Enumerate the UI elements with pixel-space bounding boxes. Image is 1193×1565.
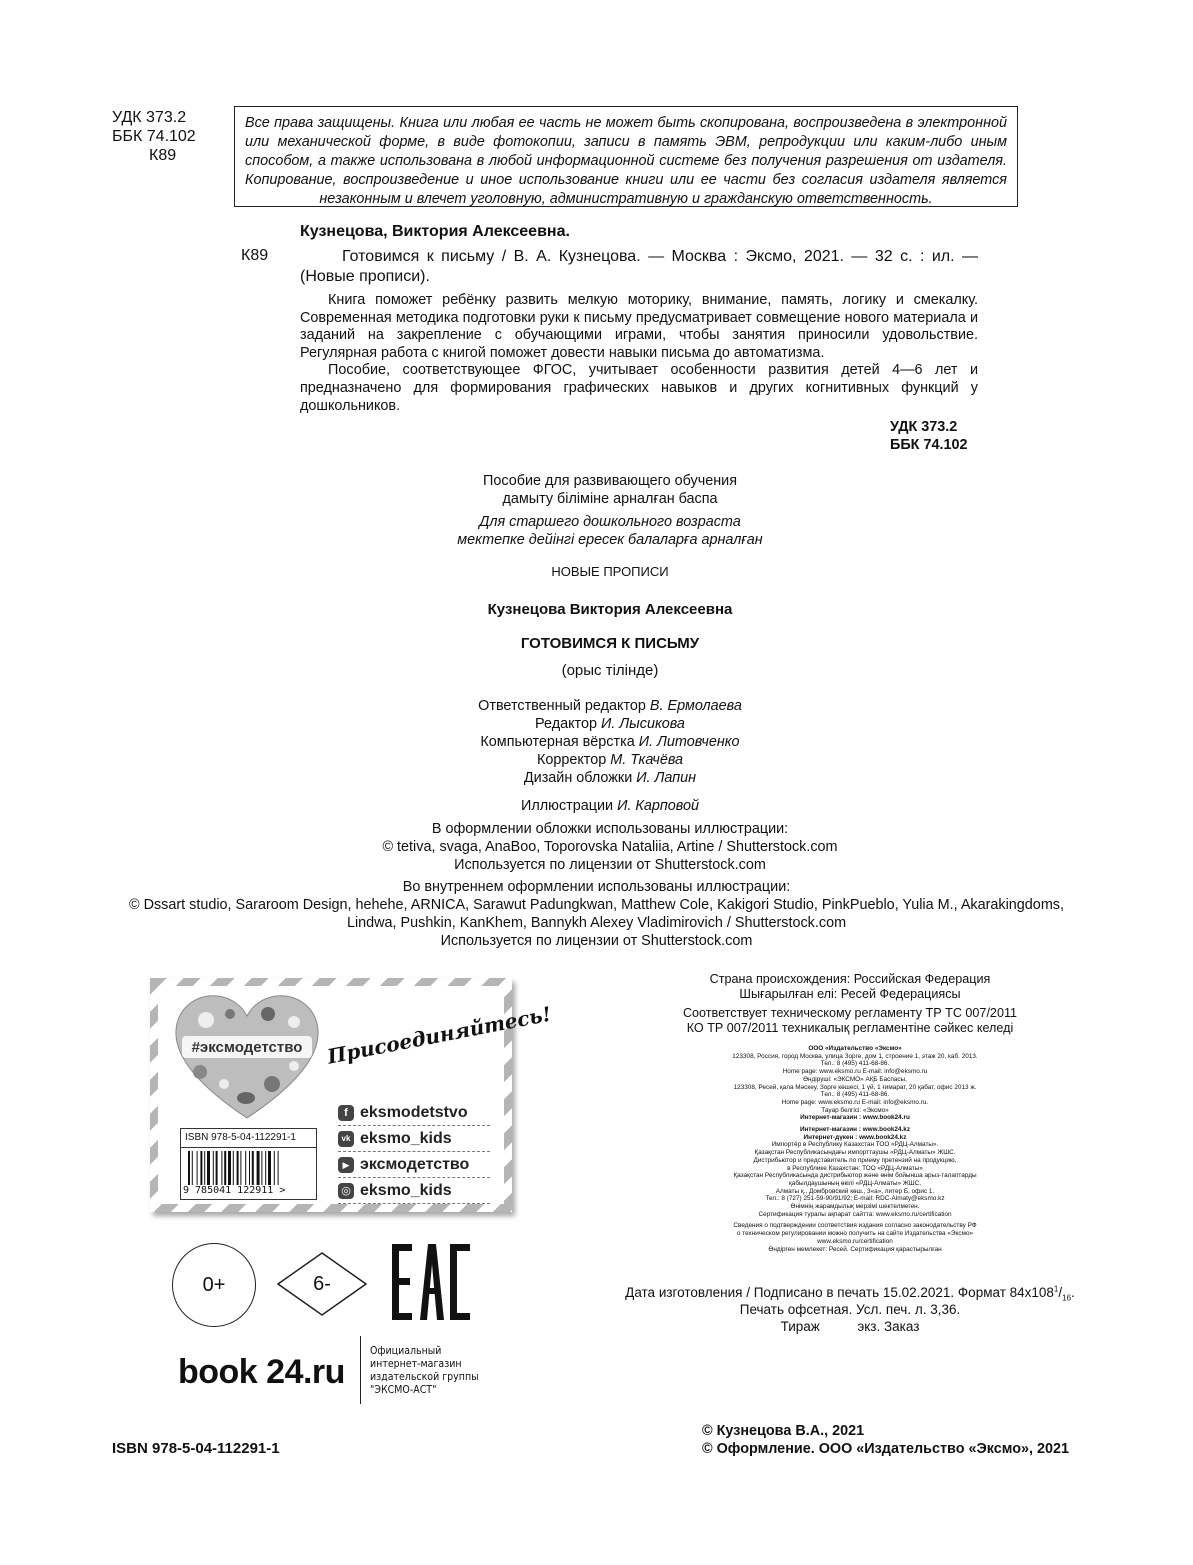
barcode-icon [186, 1151, 311, 1185]
bib-mark: К89 [241, 247, 269, 264]
cover-credits-heading: В оформлении обложки использованы иллюстрации: [431, 821, 789, 837]
barcode-digits: 9 785041 122911 > [183, 1185, 286, 1196]
inner-credits-line2: Lindwa, Pushkin, KanKhem, Bannykh Alexey Vladimirovich / Shutterstock.com [346, 915, 847, 931]
publisher-info-line: Тел.: 8 (727) 251-59-90/91/92; E-mail: RDC-Almaty@eksmo.kz [765, 1195, 945, 1203]
imprint-age-kz: мектепке дейінгі ересек балаларға арналған [457, 532, 763, 548]
barcode-isbn-label: ISBN 978-5-04-112291-1 [181, 1129, 316, 1148]
imprint-age-ru: Для старшего дошкольного возраста [479, 514, 741, 530]
bib-annotation [300, 292, 978, 415]
publisher-info-line: о техническом регулировании можно получить на сайте Издательства «Эксмо» [736, 1230, 974, 1238]
publisher-info-line: в Республике Казахстан: ТОО «РДЦ-Алматы» [787, 1164, 923, 1172]
publisher-info-line: Тел.: 8 (495) 411-68-86. [820, 1091, 890, 1099]
inner-credits-heading: Во внутреннем оформлении использованы иллюстрации: [402, 879, 791, 895]
copyright-author: © Кузнецова В.А., 2021 [702, 1423, 865, 1439]
publisher-info-line: Home page: www.eksmo.ru E-mail: info@eksmo.ru [782, 1068, 928, 1076]
publisher-info-line: Интернет-магазин : www.book24.ru [800, 1114, 910, 1122]
publisher-info-line: Сертификация туралы ақпарат сайтта: www.eksmo.ru/certification [758, 1210, 952, 1218]
inner-credits [0, 878, 1193, 950]
staff-list [0, 697, 1193, 787]
social-link-youtube[interactable] [338, 1152, 490, 1178]
bib-bbk: ББК 74.102 [890, 437, 968, 453]
social-links [338, 1100, 490, 1204]
join-card [150, 978, 554, 1212]
publisher-info-line: қабылдаушының өкілі «РДЦ-Алматы» ЖШС, [789, 1179, 921, 1187]
social-link-vk[interactable] [338, 1126, 490, 1152]
publisher-info-line: Өндіруші: «ЭКСМО» АҚБ Баспасы, [803, 1075, 907, 1083]
publisher-info-line: Өнімнің жарамдылық мерзімі шектелмеген. [790, 1203, 920, 1211]
bbk-code: ББК 74.102 [112, 128, 196, 145]
facebook-icon: f [338, 1105, 354, 1121]
print-data [590, 1284, 1110, 1335]
join-card-inner [158, 986, 554, 1204]
publisher-info-line: Интернет-магазин : www.book24.kz [799, 1126, 911, 1134]
social-link-facebook[interactable] [338, 1100, 490, 1126]
staff-row: Редактор И. Лысикова [535, 716, 685, 732]
book24-logo[interactable]: book 24.ru [178, 1353, 345, 1391]
age-recommend-label: 6- [313, 1273, 331, 1295]
bib-entry-text: Готовимся к письму / В. А. Кузнецова. — Москва : Эксмо, 2021. — 32 с. : ил. — (Новые прописи). [300, 248, 978, 285]
youtube-icon: ▶ [338, 1157, 354, 1173]
vk-icon: vk [338, 1131, 354, 1147]
staff-row: Компьютерная вёрстка И. Литовченко [480, 734, 740, 750]
isbn: ISBN 978-5-04-112291-1 [112, 1440, 280, 1457]
instagram-icon: ◎ [338, 1183, 354, 1199]
cover-credits-license: Используется по лицензии от Shutterstock.com [454, 857, 766, 873]
publisher-info-line: Қазақстан Республикасындағы импорттаушы «РДЦ-Алматы» ЖШС. [754, 1149, 956, 1157]
origin-block [600, 972, 1100, 1036]
copyright-design: © Оформление. ООО «Издательство «Эксмо», 2021 [702, 1441, 1069, 1457]
heart-illustration-icon [172, 992, 322, 1122]
publisher-info-line: Импортёр в Республику Казахстан ТОО «РДЦ-Алматы». [771, 1141, 939, 1149]
age-rating-badge: 0+ [172, 1243, 256, 1327]
regulation-ru: Соответствует техническому регламенту ТР ТС 007/2011 [682, 1006, 1018, 1020]
publisher-info-line: Өндірген мемлекет: Ресей. Сертификация қарастырылған [768, 1245, 942, 1253]
copyright [702, 1422, 1069, 1458]
staff-row: Дизайн обложки И. Лапин [523, 770, 697, 786]
staff-row: Корректор М. Ткачёва [536, 752, 684, 768]
publisher-info-line: Интернет-дүкен : www.book24.kz [803, 1133, 907, 1141]
publisher-info-line: 123308, Ресей, қала Мәскеу, Зорге көшесі, 1 үй, 1 ғимарат, 20 қабат, офис 2013 ж. [733, 1083, 977, 1091]
origin-country-ru: Страна происхождения: Российская Федерация [709, 972, 991, 986]
inner-credits-license: Используется по лицензии от Shutterstock.com [440, 933, 753, 949]
udk-code: УДК 373.2 [112, 109, 187, 126]
imprint-type-kz: дамыту біліміне арналған баспа [502, 491, 718, 507]
publisher-info-line: Қазақстан Республикасында дистрибьютор және өнім бойынша арыз-талаптарды [733, 1172, 977, 1180]
rights-notice: Все права защищены. Книга или любая ее часть не может быть скопирована, воспроизведена в электронной или механической форме, в виде фотокопии, записи в память ЭВМ, репродукции или каким-либо иным способом, а также использована в любой информационной системе без получения разрешения от издателя. Копирование, воспроизведение и иное использование книги или ее части без согласия издателя является незаконным и влечет уголовную, административную и гражданскую ответственность. [234, 106, 1018, 207]
publisher-info-line: 123308, Россия, город Москва, улица Зорге, дом 1, строение 1, этаж 20, каб. 2013. [732, 1052, 978, 1060]
classification-codes [112, 108, 196, 165]
annotation-paragraph-2: Пособие, соответствующее ФГОС, учитывает особенности развития детей 4—6 лет и предназначено для формирования графических навыков и других когнитивных функций у дошкольников. [300, 362, 978, 414]
imprint-age [0, 513, 1193, 549]
social-handle: eksmodetstvo [360, 1103, 468, 1121]
author-mark: К89 [149, 147, 177, 164]
cover-credits [0, 820, 1193, 874]
book-title: ГОТОВИМСЯ К ПИСЬМУ [520, 635, 700, 652]
social-link-instagram[interactable] [338, 1178, 490, 1204]
series-name: НОВЫЕ ПРОПИСИ [551, 564, 669, 579]
publisher-info-line: Дистрибьютор и представитель по приему претензий на продукцию, [753, 1156, 957, 1164]
inner-credits-line1: © Dssart studio, Sararoom Design, hehehe, ARNICA, Sarawut Padungkwan, Matthew Cole, Kakigori Studio, PinkPueblo, Yulia M., Akarakingdoms, [128, 897, 1064, 913]
book24-description: Официальный интернет-магазин издательской группы "ЭКСМО-АСТ" [370, 1345, 479, 1396]
print-date-line: Дата изготовления / Подписано в печать 15.02.2021. Формат $84x108^1/_{16}$. [625, 1284, 1075, 1303]
barcode-block [180, 1128, 317, 1200]
publisher-info-line: Сведения о подтверждении соответствия издания согласно законодательству РФ [733, 1222, 977, 1230]
heart-tag: #эксмодетство [191, 1039, 303, 1056]
regulation-kz: КО ТР 007/2011 техникалық регламентіне сәйкес келеді [686, 1021, 1014, 1035]
staff-row: Ответственный редактор В. Ермолаева [478, 698, 742, 714]
bib-author: Кузнецова, Виктория Алексеевна. [300, 223, 570, 240]
publisher-info [690, 1045, 1020, 1253]
illustrator: Иллюстрации И. Карповой [521, 798, 699, 814]
social-handle: eksmo_kids [360, 1129, 452, 1147]
imprint-type-ru: Пособие для развивающего обучения [483, 473, 737, 489]
language-note: (орыс тілінде) [561, 662, 659, 679]
annotation-paragraph-1: Книга поможет ребёнку развить мелкую моторику, внимание, память, логику и смекалку. Современная методика подготовки руки к письму предусматривает совмещение нового материала и заданий на закрепление с обучающими играми, чтобы занятия приносили удовольствие. Регулярная работа с книгой поможет довести навыки письма до автоматизма. [300, 292, 978, 361]
social-handle: эксмодетство [360, 1155, 470, 1173]
publisher-info-line: ООО «Издательство «Эксмо» [808, 1045, 902, 1052]
print-run-line: Тираж экз. Заказ [780, 1319, 920, 1334]
print-type-line: Печать офсетная. Усл. печ. л. 3,36. [739, 1302, 961, 1317]
eac-mark-icon [392, 1244, 472, 1320]
imprint-type [0, 472, 1193, 508]
publisher-info-line: Алматы қ., Домбровский көш., 3«а», литер Б, офис 1. [775, 1187, 935, 1195]
cover-credits-names: © tetiva, svaga, AnaBoo, Toporovska Nataliia, Artine / Shutterstock.com [382, 839, 838, 855]
divider [360, 1336, 361, 1404]
join-banner: Присоединяйтесь! [325, 1001, 554, 1069]
author-full-name: Кузнецова Виктория Алексеевна [487, 601, 733, 618]
bib-codes [890, 418, 967, 454]
bib-entry [300, 247, 978, 287]
social-handle: eksmo_kids [360, 1181, 452, 1199]
publisher-info-line: Home page: www.eksmo.ru E-mail: info@eksmo.ru. [781, 1098, 929, 1106]
age-recommend-badge [277, 1252, 367, 1316]
publisher-info-line: Тел.: 8 (495) 411-68-86. [820, 1060, 890, 1068]
publisher-info-line: Тауар белгісі: «Эксмо» [821, 1106, 889, 1114]
bib-udk: УДК 373.2 [890, 419, 958, 435]
origin-country-kz: Шығарылған елі: Ресей Федерациясы [739, 987, 961, 1001]
publisher-info-line: www.eksmo.ru/certification [817, 1237, 893, 1245]
